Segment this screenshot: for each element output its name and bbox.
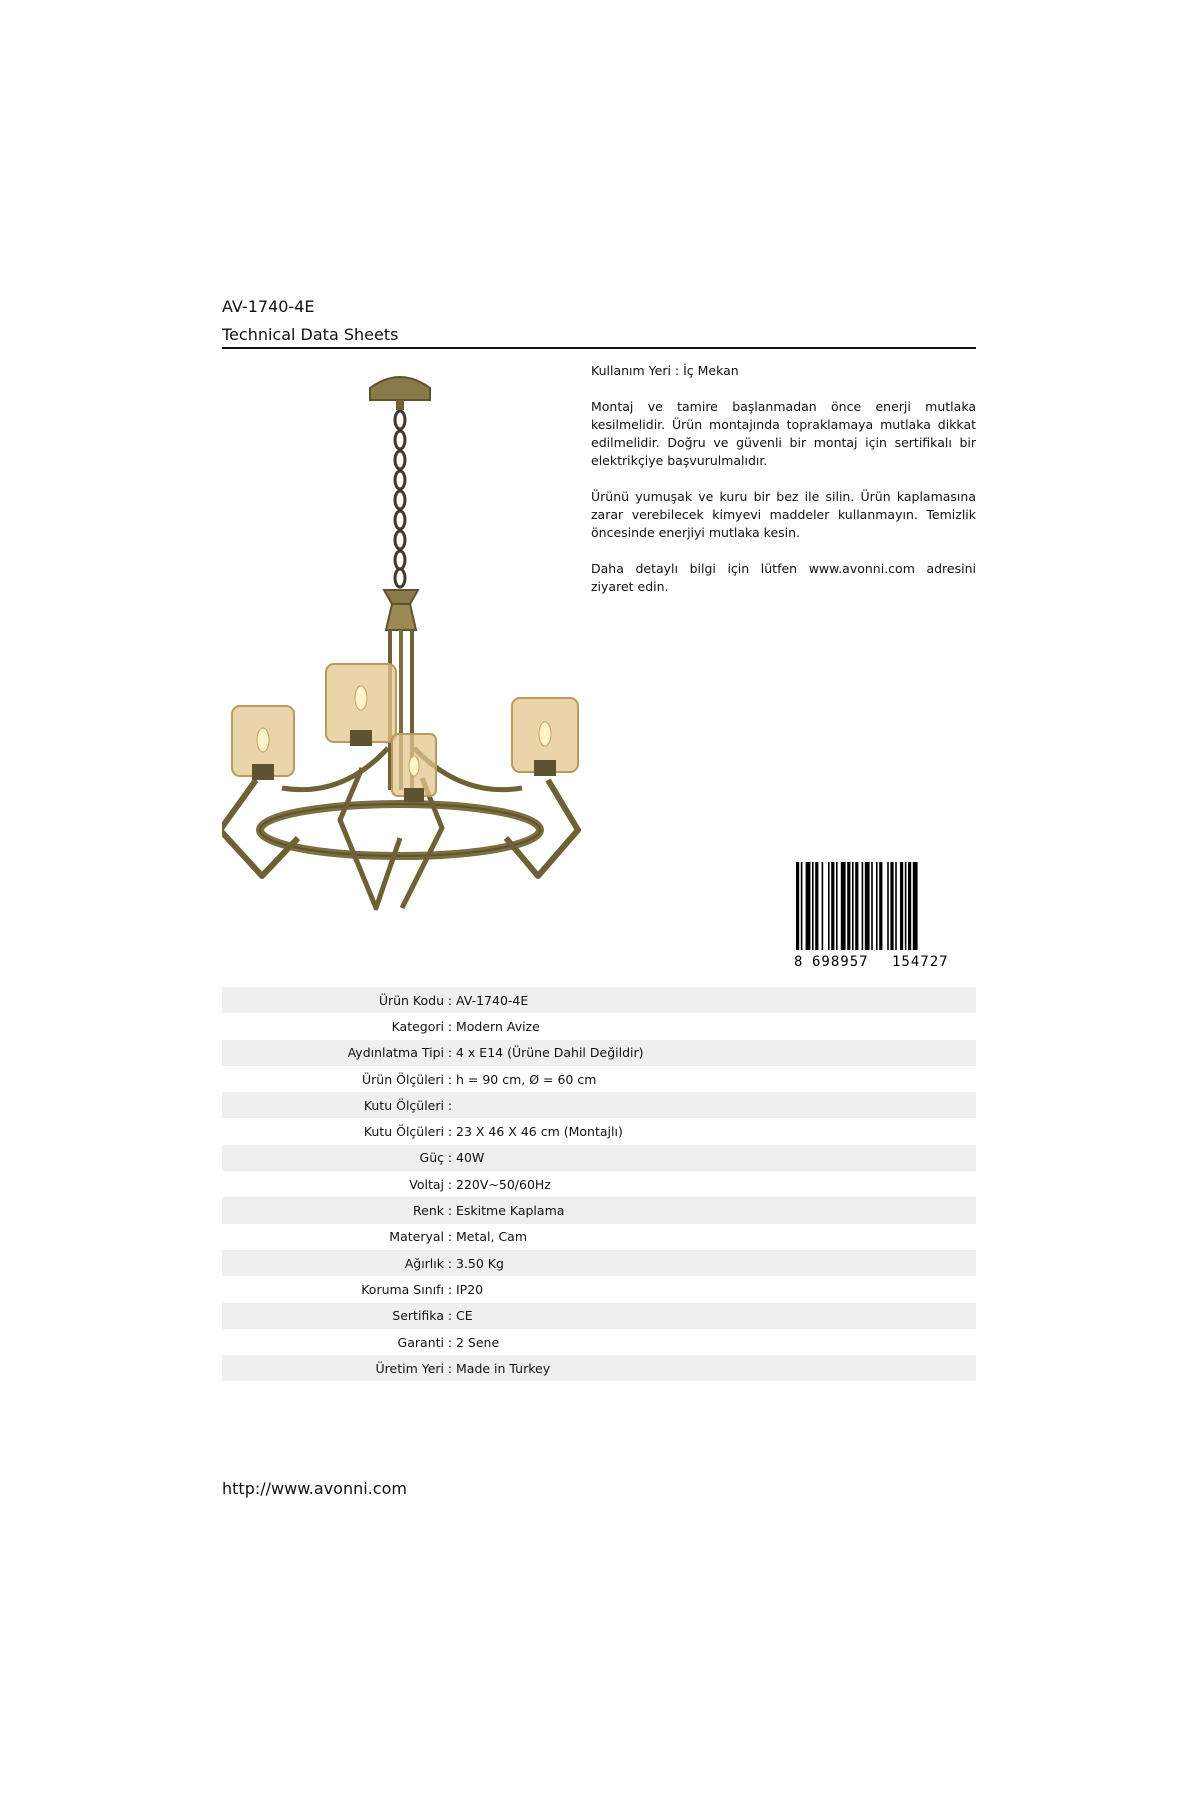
spec-value: h = 90 cm, Ø = 60 cm (456, 1071, 597, 1087)
spec-row (222, 1355, 976, 1381)
spec-value: Made in Turkey (456, 1360, 551, 1376)
spec-label: Kutu Ölçüleri (363, 1124, 444, 1140)
barcode-bar (801, 862, 803, 950)
spec-row (222, 1224, 976, 1250)
barcode-bars (796, 862, 918, 950)
spec-separator: : (447, 1124, 453, 1140)
barcode-bar (806, 862, 811, 950)
barcode-bar (828, 862, 830, 950)
usage-info (591, 362, 976, 614)
barcode-digits-left: 698957 (812, 954, 869, 970)
spec-label: Garanti (397, 1334, 444, 1350)
spec-label: Kutu Ölçüleri (363, 1097, 444, 1113)
document-subtitle: Technical Data Sheets (222, 325, 399, 344)
barcode-bar (865, 862, 870, 950)
spec-row (222, 1066, 976, 1092)
spec-separator: : (447, 1071, 453, 1087)
footer-website-link[interactable]: http://www.avonni.com (222, 1479, 407, 1498)
spec-value: IP20 (456, 1281, 484, 1297)
spec-label: Koruma Sınıfı (361, 1281, 444, 1297)
spec-row (222, 1276, 976, 1302)
spec-separator: : (447, 1097, 453, 1113)
spec-row (222, 1329, 976, 1355)
barcode-bar (841, 862, 846, 950)
barcode-digit-first: 8 (794, 954, 803, 970)
spec-row (222, 1145, 976, 1171)
barcode-bar (876, 862, 878, 950)
spec-separator: : (447, 1281, 453, 1297)
barcode-digits-right: 154727 (892, 954, 949, 970)
barcode-bar (900, 862, 903, 950)
spec-label: Üretim Yeri (375, 1360, 444, 1376)
spec-separator: : (447, 1334, 453, 1350)
spec-separator: : (447, 1308, 453, 1324)
spec-value: Eskitme Kaplama (456, 1203, 565, 1219)
cleaning-note: Ürünü yumuşak ve kuru bir bez ile silin. Ürün kaplamasına zarar verebilecek kimyevi maddeler kullanmayın. Temizlik öncesinde enerjiyi mutlaka kesin. (591, 489, 976, 540)
barcode-bar (879, 862, 882, 950)
barcode-bar (847, 862, 850, 950)
spec-value: CE (456, 1308, 473, 1324)
spec-label: Ürün Ölçüleri (362, 1071, 444, 1087)
header-divider (222, 347, 976, 349)
barcode-bar (887, 862, 889, 950)
spec-label: Materyal (389, 1229, 444, 1245)
barcode-bar (895, 862, 897, 950)
spec-row (222, 1118, 976, 1144)
spec-value: 4 x E14 (Ürüne Dahil Değildir) (456, 1045, 644, 1061)
spec-separator: : (447, 1150, 453, 1166)
spec-row (222, 1092, 976, 1118)
spec-separator: : (447, 1229, 453, 1245)
barcode-bar (871, 862, 873, 950)
spec-value: 2 Sene (456, 1334, 500, 1350)
spec-separator: : (447, 1203, 453, 1219)
spec-label: Ağırlık (404, 1255, 444, 1271)
spec-separator: : (447, 1045, 453, 1061)
barcode-bar (890, 862, 893, 950)
spec-value: 3.50 Kg (456, 1255, 504, 1271)
barcode-bar (812, 862, 814, 950)
spec-table (222, 987, 976, 1381)
barcode-bar (913, 862, 918, 950)
barcode-bar (908, 862, 911, 950)
spec-row (222, 987, 976, 1013)
spec-label: Güç (419, 1150, 444, 1166)
barcode-bar (822, 862, 824, 950)
spec-label: Kategori (391, 1018, 444, 1034)
barcode-bar (855, 862, 858, 950)
more-info-note: Daha detaylı bilgi için lütfen www.avonni.com adresini ziyaret edin. (591, 561, 976, 594)
spec-label: Sertifika (392, 1308, 444, 1324)
spec-row (222, 1040, 976, 1066)
usage-location: Kullanım Yeri : İç Mekan (591, 363, 739, 378)
spec-value: Modern Avize (456, 1018, 540, 1034)
barcode-bar (831, 862, 834, 950)
barcode-bar (852, 862, 854, 950)
barcode-bar (862, 862, 864, 950)
spec-row (222, 1171, 976, 1197)
spec-separator: : (447, 1360, 453, 1376)
spec-value: 23 X 46 X 46 cm (Montajlı) (456, 1124, 623, 1140)
spec-value: 220V~50/60Hz (456, 1176, 551, 1192)
barcode-bar (905, 862, 907, 950)
spec-row (222, 1250, 976, 1276)
barcode-bar (836, 862, 838, 950)
safety-note: Montaj ve tamire başlanmadan önce enerji mutlaka kesilmelidir. Ürün montajında topraklamaya mutlaka dikkat edilmelidir. Doğru ve güvenli bir montaj için sertifikalı bir elektrikçiye başvurulmalıdır. (591, 399, 976, 468)
spec-separator: : (447, 992, 453, 1008)
spec-label: Renk (413, 1203, 444, 1219)
spec-row (222, 1013, 976, 1039)
spec-label: Ürün Kodu (378, 992, 444, 1008)
spec-label: Voltaj (409, 1176, 444, 1192)
product-code: AV-1740-4E (222, 297, 315, 316)
spec-value: 40W (456, 1150, 485, 1166)
barcode-bar (815, 862, 818, 950)
spec-separator: : (447, 1018, 453, 1034)
spec-value: AV-1740-4E (456, 992, 529, 1008)
spec-row (222, 1303, 976, 1329)
spec-row (222, 1197, 976, 1223)
spec-separator: : (447, 1255, 453, 1271)
spec-label: Aydınlatma Tipi (347, 1045, 444, 1061)
spec-separator: : (447, 1176, 453, 1192)
barcode (792, 862, 976, 970)
spec-value: Metal, Cam (456, 1229, 528, 1245)
chandelier-image (222, 368, 582, 928)
barcode-bar (796, 862, 799, 950)
